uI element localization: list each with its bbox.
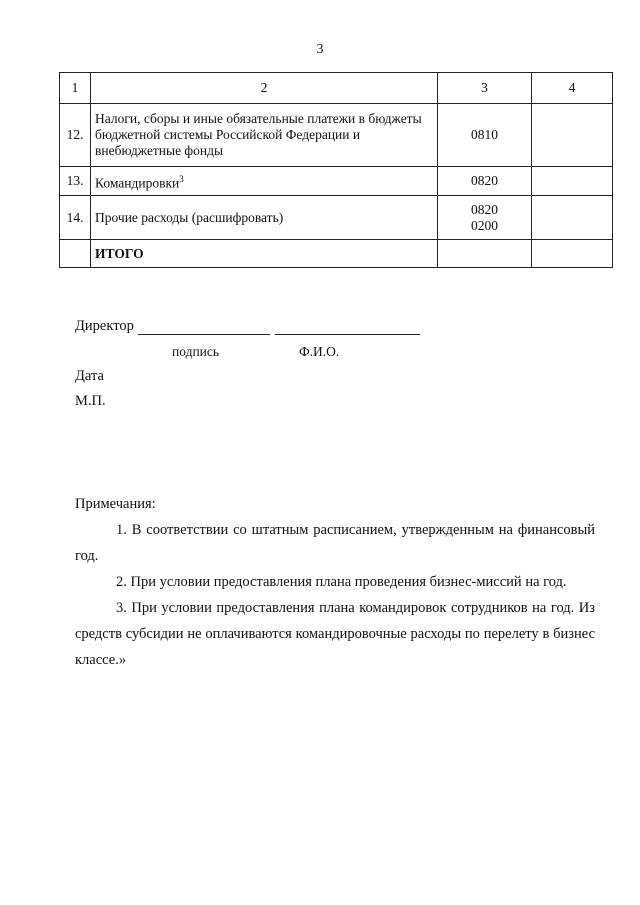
row-name-cell [91,167,438,196]
fio-line [275,320,420,335]
stamp-label: М.П. [75,393,106,409]
row-code-cell [438,196,532,240]
total-row [60,240,613,268]
fio-caption: Ф.И.О. [299,344,340,359]
row-value [532,196,613,240]
row-number: 14. [60,196,91,240]
table-row [60,167,613,196]
header-cell-2: 2 [91,73,438,104]
header-cell-4: 4 [532,73,613,104]
row-code: 0820 [471,201,498,217]
row-code: 0820 [438,167,532,196]
expense-table [59,72,613,268]
row-code: 0200 [471,217,498,233]
header-cell-3: 3 [438,73,532,104]
signature-line [138,320,270,335]
row-name: Командировки [95,175,180,191]
table-row [60,196,613,240]
row-name: Прочие расходы (расшифровать) [91,196,438,240]
note-item: 3. При условии предоставления плана командировок сотрудников на год. Из средств субсидии не оплачиваются командировочные расходы по перелету в бизнес классе.» [75,600,595,668]
date-label: Дата [75,368,104,384]
table-header-row [60,73,613,104]
page-number: 3 [316,42,324,57]
total-value [532,240,613,268]
row-number: 12. [60,104,91,167]
total-number [60,240,91,268]
notes-title: Примечания: [75,496,156,512]
header-cell-1: 1 [60,73,91,104]
total-label: ИТОГО [91,240,438,268]
row-value [532,104,613,167]
row-code: 0810 [438,104,532,167]
director-label: Директор [75,318,134,334]
row-number: 13. [60,167,91,196]
note-item: 2. При условии предоставления плана проведения бизнес-миссий на год. [116,574,567,590]
total-code [438,240,532,268]
signature-caption: подпись [172,344,220,359]
table-row [60,104,613,167]
row-value [532,167,613,196]
signature-block [75,318,420,359]
note-item: 1. В соответствии со штатным расписанием, утвержденным на финансовый год. [75,522,595,564]
notes-section [75,491,595,673]
footnote-marker: 3 [179,173,184,184]
row-name: Налоги, сборы и иные обязательные платежи в бюджеты бюджетной системы Российской Федерации и внебюджетные фонды [91,104,438,167]
